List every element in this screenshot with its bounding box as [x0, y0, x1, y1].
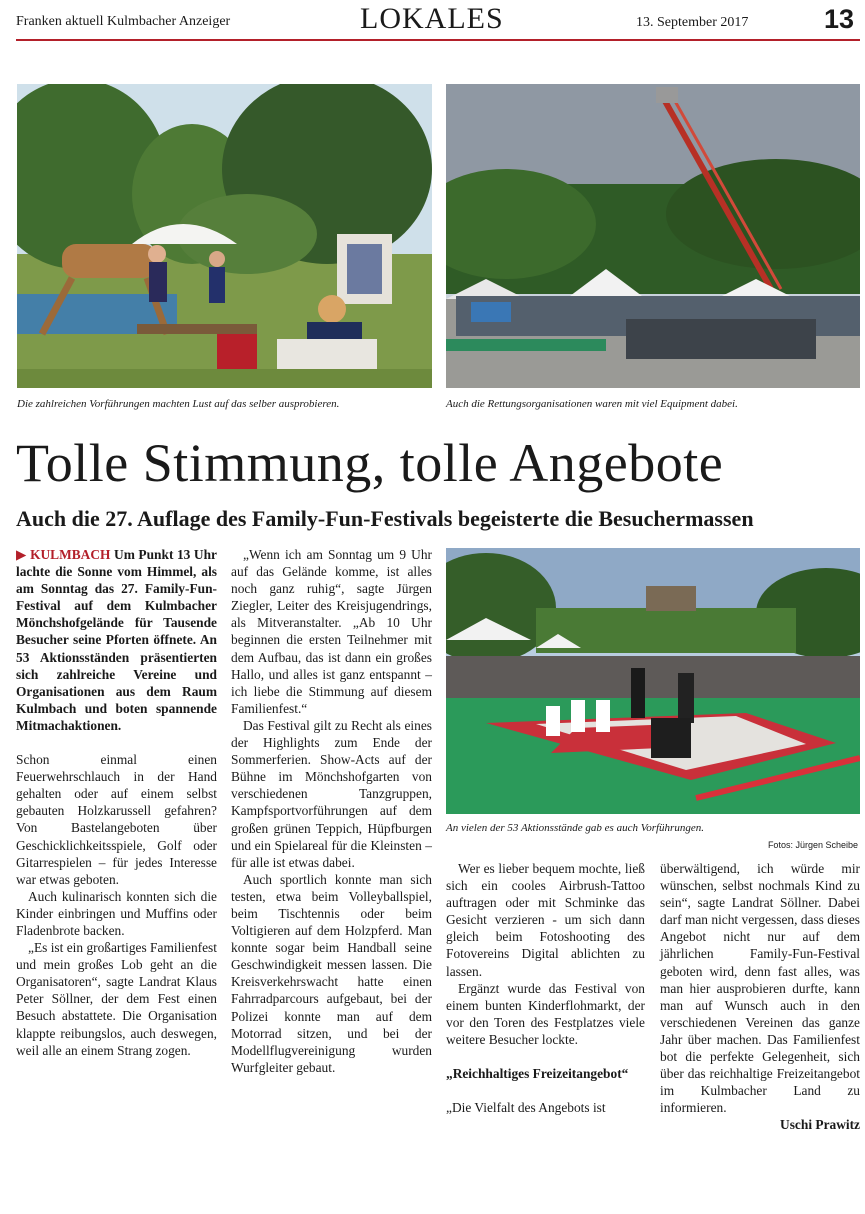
- article-subhead: „Reichhaltiges Freizeitangebot“: [446, 1066, 629, 1082]
- paragraph: Wer es lieber bequem mochte, ließ sich ein cooles Airbrush-Tattoo auftragen oder mit Schminke das Gesicht verzieren - um sich dann gleich beim Fotoshooting des Fotovereins Digital ablichten zu lassen.: [446, 861, 645, 979]
- paragraph: Auch kulinarisch konnten sich die Kinder einbringen und Muffins oder Fladenbrote backen.: [16, 888, 217, 938]
- paragraph: Schon einmal einen Feuerwehrschlauch in der Hand gehalten oder auf einem selbst gebauten Holzkarussell gefahren? Von Bastelangeboten über Geschicklichkeitsspiele, Golf oder Gitarrespielen – für jedes Interesse war etwas geboten.: [16, 752, 217, 887]
- article-column-3: [446, 860, 645, 1116]
- lead-text: Um Punkt 13 Uhr lachte die Sonne vom Himmel, als am Sonntag das 27. Family-Fun-Festival auf dem Kulmbacher Mönchshofgelände für Tausende Besucher seine Pforten öffnete. An 53 Aktionsständen präsentierten sich zahlreiche Vereine und Organisationen aus dem Raum Kulmbach und boten spannende Mitmachaktionen.: [16, 547, 217, 733]
- photo-credit: Fotos: Jürgen Scheibe: [767, 840, 858, 850]
- article-column-2: [231, 546, 432, 1076]
- paragraph: „Wenn ich am Sonntag um 9 Uhr auf das Gelände komme, ist alles noch ganz ruhig“, sagte Jürgen Ziegler, Leiter des Kreisjugendrings, als Mitveranstalter. „Ab 10 Uhr beginnen die ersten Teilnehmer mit dem Aufbau, das ist dann ein großes Hallo, und alles ist ganz entspannt – ich liebe die Stimmung auf diesem Familienfest.“: [231, 547, 432, 716]
- photo-caption-left: Die zahlreichen Vorführungen machten Lust auf das selber ausprobieren.: [17, 398, 340, 410]
- photo-demonstrations: [17, 84, 432, 388]
- paragraph: „Die Vielfalt des Angebots ist: [446, 1100, 606, 1116]
- article-column-1: [16, 546, 217, 1059]
- dateline-marker-icon: ▶: [16, 547, 27, 562]
- dateline: KULMBACH: [30, 547, 111, 562]
- photo-caption-middle: An vielen der 53 Aktionsstände gab es auch Vorführungen.: [446, 822, 704, 834]
- section-title: LOKALES: [360, 2, 504, 35]
- author-byline: Uschi Prawitz: [780, 1117, 860, 1133]
- article-subheadline: Auch die 27. Auflage des Family-Fun-Festivals begeisterte die Besuchermassen: [16, 506, 754, 531]
- paragraph: überwältigend, ich würde mir wünschen, selbst nochmals Kind zu sein“, sagte Landrat Söllner. Dabei darf man nicht vergessen, dass dieses Angebot nicht nur auf dem jährlichen Family-Fun-Festival geboten wird, denn fast alles, was man hier ausprobieren durfte, kann man auf Wunsch auch in den verschiedenen Vereinen das ganze Jahr über machen. Das Familienfest bot die perfekte Gelegenheit, sich über das reichhaltige Freizeitangebot im Kulmbacher Land zu informieren.: [660, 861, 860, 1116]
- page-number: 13: [824, 4, 855, 34]
- paragraph: Das Festival gilt zu Recht als eines der Highlights zum Ende der Sommerferien. Show-Acts auf der Bühne im Mönchshofgarten von verschiedenen Tanzgruppen, Kampfsportvorführungen auf dem großen grünen Teppich, Hüpfburgen und ein Spielareal für die Kleinsten – für alle ist etwas dabei.: [231, 717, 432, 870]
- paragraph: Ergänzt wurde das Festival von einem bunten Kinderflohmarkt, der vor den Toren des Festplatzes viele weitere Besucher lockte.: [446, 980, 645, 1047]
- article-column-4: [660, 860, 860, 1134]
- paragraph: Auch sportlich konnte man sich testen, etwa beim Volleyballspiel, beim Tischtennis oder beim Voltigieren auf dem Holzpferd. Man konnte sogar beim Handball seine Geschwindigkeit messen lassen. Die Kreisverkehrswacht hatte einen Fahrradparcours aufgebaut, bei der Polizei konnte man auf dem Motorrad sitzen, und bei der Modellflugvereinigung wurden Wurfgleiter gebaut.: [231, 871, 432, 1075]
- photo-caption-right: Auch die Rettungsorganisationen waren mit viel Equipment dabei.: [446, 398, 738, 410]
- photo-martial-arts: [446, 548, 860, 814]
- paragraph: „Es ist ein großartiges Familienfest und mein großes Lob geht an die Organisatoren“, sagte Landrat Klaus Peter Söllner, der dem Fest einen Besuch abstattete. Die Organisation klappte reibungslos, auch deswegen, weil alle an einem Strang zogen.: [16, 940, 217, 1058]
- issue-date: 13. September 2017: [636, 15, 749, 30]
- header-rule: [16, 39, 860, 41]
- photo-rescue-equipment: [446, 84, 860, 388]
- publication-name: Franken aktuell Kulmbacher Anzeiger: [16, 14, 231, 29]
- article-headline: Tolle Stimmung, tolle Angebote: [16, 433, 724, 493]
- article-lead: [16, 546, 217, 734]
